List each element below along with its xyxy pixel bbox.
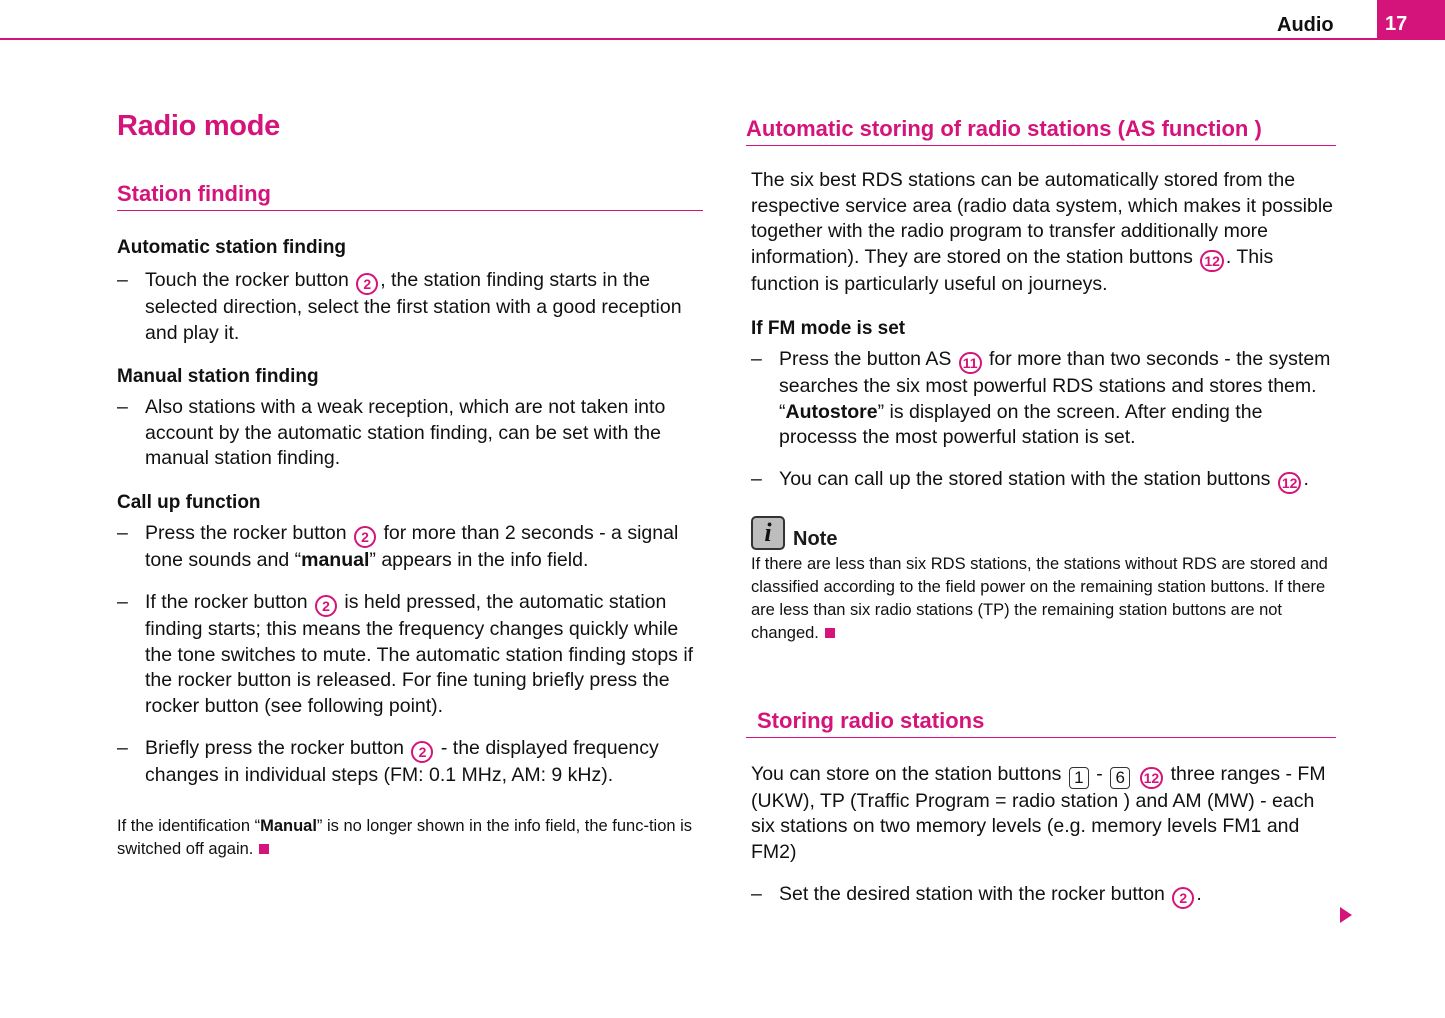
list-item: – Also stations with a weak reception, which are not taken into account by the automatic station finding, can be set with the manual station finding. (117, 396, 666, 469)
dash: – (751, 348, 762, 370)
dash: – (117, 737, 128, 759)
ref-callout: 2 (1172, 887, 1194, 909)
dash: – (751, 467, 762, 490)
ref-callout: 2 (354, 526, 376, 548)
ref-callout: 12 (1278, 472, 1302, 494)
right-column (746, 110, 1336, 909)
station-key-6: 6 (1110, 767, 1130, 789)
ref-callout: 2 (356, 273, 378, 295)
dash: – (117, 521, 128, 544)
note-title: Note (793, 527, 838, 550)
page-title: Radio mode (117, 110, 280, 142)
list-item: – Set the desired station with the rocker button 2 . (751, 882, 1336, 909)
list-item: – Press the button AS 11 for more than two seconds - the system searches the six most powerful RDS stations and stores them. “Autostore” is displayed on the screen. After ending the processs the most powerful station is set. (751, 348, 1331, 448)
section-label: Audio (1277, 14, 1334, 36)
list-item: – Briefly press the rocker button 2 - the displayed frequency changes in individual steps (FM: 0.1 MHz, AM: 9 kHz). (117, 737, 659, 786)
as-paragraph: The six best RDS stations can be automatically stored from the respective service area (radio data system, which makes it possible together with the radio program to transfer additionally more information). They are stored on the station buttons 12 . This function is particularly useful on journeys. (751, 169, 1333, 295)
ref-callout: 12 (1140, 767, 1164, 789)
subheading-automatic: Automatic station finding (117, 237, 347, 258)
list-item: – If the rocker button 2 is held pressed, the automatic station finding starts; this means the frequency changes quickly while the tone switches to mute. The automatic station finding stops if the rocker button is released. For fine tuning briefly press the rocker button (see following point). (117, 591, 694, 717)
ref-callout: 2 (315, 595, 337, 617)
list-item: – Touch the rocker button 2 , the station finding starts in the selected direction, select the first station with a good reception and play it. (117, 269, 682, 344)
subheading-callup: Call up function (117, 491, 261, 513)
note-text: If there are less than six RDS stations, the stations without RDS are stored and classified according to the field power on the remaining station buttons. If there are less than six radio stations (TP) the remaining station buttons are not changed. (751, 554, 1328, 643)
dash: – (117, 591, 128, 613)
header-rule (0, 38, 1445, 40)
station-key-1: 1 (1069, 767, 1089, 789)
list-item: – You can call up the stored station with the station buttons 12 . (751, 467, 1336, 494)
subheading-fm-mode: If FM mode is set (751, 318, 906, 339)
dash: – (751, 883, 762, 906)
subheading-manual: Manual station finding (117, 366, 319, 387)
footnote: If the identification “Manual” is no longer shown in the info field, the func-tion is switched off again. (117, 816, 693, 858)
continue-arrow-icon (1340, 907, 1352, 923)
ref-callout: 11 (959, 352, 982, 374)
list-item: – Press the rocker button 2 for more than 2 seconds - a signal tone sounds and “manual” appears in the info field. (117, 521, 679, 571)
end-of-section-marker (825, 628, 835, 638)
info-icon: i (751, 516, 785, 550)
section-heading-storing: Storing radio stations (746, 708, 1336, 738)
storing-paragraph: You can store on the station buttons 1 - 6 12 three ranges - FM (UKW), TP (Traffic Program = radio station ) and AM (MW) - each six stations on two memory levels (e.g. memory levels FM1 and FM2) (751, 762, 1326, 863)
section-heading-station-finding: Station finding (117, 181, 703, 211)
dash: – (117, 269, 128, 291)
left-column (117, 110, 703, 861)
ref-callout: 2 (411, 741, 433, 763)
note-header (751, 516, 1336, 551)
section-heading-as-function: Automatic storing of radio stations (AS function ) (746, 116, 1336, 146)
end-of-section-marker (259, 844, 269, 854)
page-number: 17 (1377, 0, 1445, 39)
dash: – (117, 396, 128, 418)
ref-callout: 12 (1200, 250, 1224, 272)
